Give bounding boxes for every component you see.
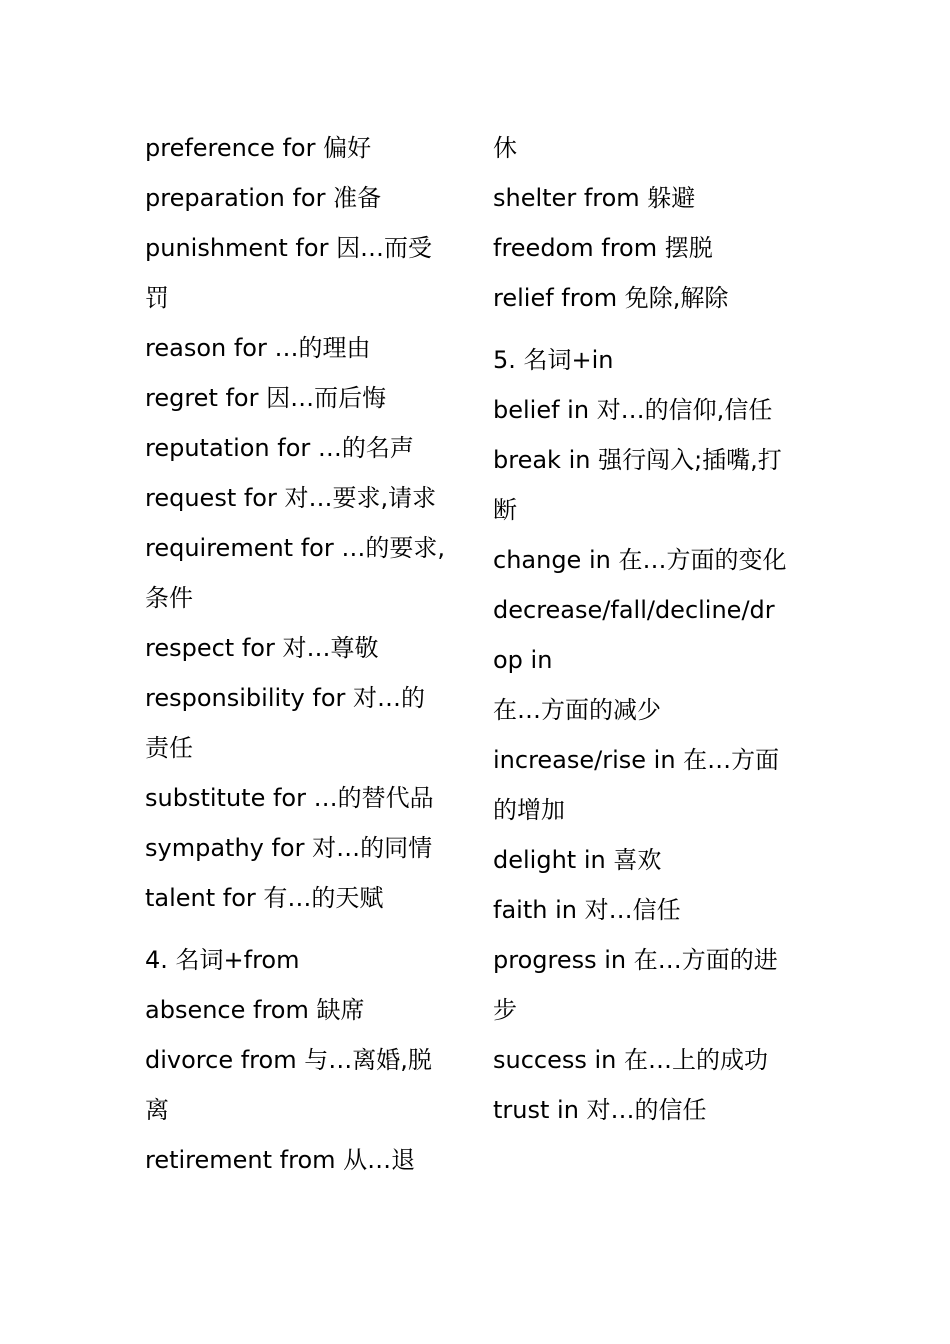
vocab-line: change in 在…方面的变化 <box>493 546 787 574</box>
vocab-line: delight in 喜欢 <box>493 846 662 874</box>
vocab-line: responsibility for 对…的 <box>145 684 426 712</box>
vocab-line: success in 在…上的成功 <box>493 1046 769 1074</box>
left-column <box>145 123 470 1185</box>
vocab-line: decrease/fall/decline/dr <box>493 596 775 624</box>
vocab-line: request for 对…要求,请求 <box>145 484 437 512</box>
vocab-line: op in <box>493 646 553 674</box>
section-heading: 4. 名词+from <box>145 946 300 974</box>
vocab-line: belief in 对…的信仰,信任 <box>493 396 773 424</box>
vocab-line: absence from 缺席 <box>145 996 365 1024</box>
vocab-line: reputation for …的名声 <box>145 434 414 462</box>
vocab-line: divorce from 与…离婚,脱 <box>145 1046 432 1074</box>
vocab-line: 离 <box>145 1096 169 1124</box>
vocab-line: preference for 偏好 <box>145 134 372 162</box>
vocab-line: break in 强行闯入;插嘴,打 <box>493 446 782 474</box>
vocab-line: requirement for …的要求, <box>145 534 445 562</box>
vocab-line: sympathy for 对…的同情 <box>145 834 433 862</box>
vocab-line: punishment for 因…而受 <box>145 234 433 262</box>
vocab-line: 条件 <box>145 584 193 612</box>
vocab-line: regret for 因…而后悔 <box>145 384 387 412</box>
right-column <box>493 123 811 1135</box>
vocab-line: 断 <box>493 496 517 524</box>
vocab-line: talent for 有…的天赋 <box>145 884 384 912</box>
vocab-line: freedom from 摆脱 <box>493 234 713 262</box>
section-heading: 5. 名词+in <box>493 346 614 374</box>
vocab-line: relief from 免除,解除 <box>493 284 729 312</box>
vocab-line: 的增加 <box>493 796 565 824</box>
vocab-line: respect for 对…尊敬 <box>145 634 379 662</box>
vocab-line: substitute for …的替代品 <box>145 784 434 812</box>
vocab-line: 罚 <box>145 284 169 312</box>
vocab-line: increase/rise in 在…方面 <box>493 746 780 774</box>
vocab-line: shelter from 躲避 <box>493 184 696 212</box>
vocab-line: preparation for 准备 <box>145 184 382 212</box>
vocab-line: 责任 <box>145 734 193 762</box>
vocab-line: 休 <box>493 134 517 162</box>
vocab-line: reason for …的理由 <box>145 334 371 362</box>
vocab-line: 在…方面的减少 <box>493 696 661 724</box>
vocab-line: 步 <box>493 996 517 1024</box>
vocab-line: faith in 对…信任 <box>493 896 681 924</box>
vocab-line: progress in 在…方面的进 <box>493 946 778 974</box>
vocab-line: retirement from 从…退 <box>145 1146 416 1174</box>
vocab-line: trust in 对…的信任 <box>493 1096 707 1124</box>
